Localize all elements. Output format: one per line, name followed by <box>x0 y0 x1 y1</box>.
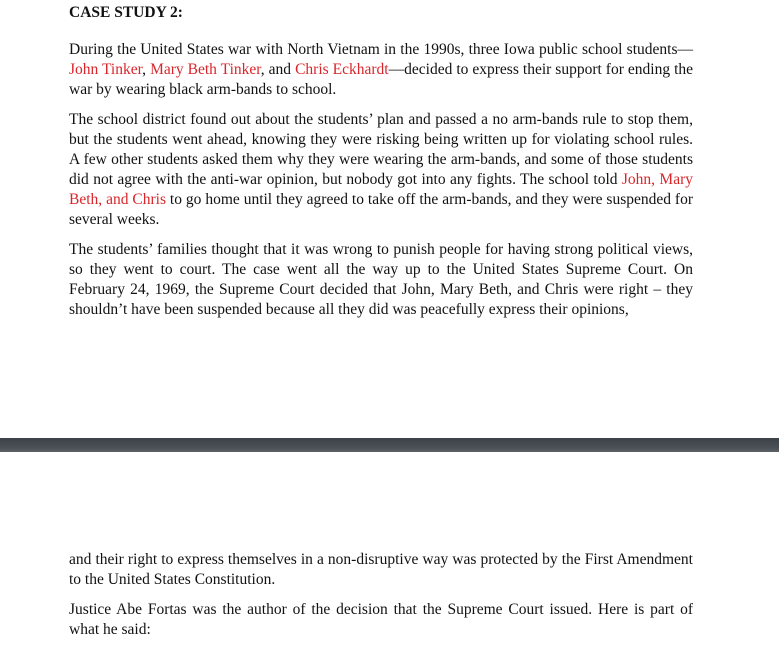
p2-text-1: The school district found out about the students’ plan and passed a no arm-bands rule to stop them, but the students went ahead, knowing they were risking being written up for violating school rules. A few other students asked them why they were wearing the arm-bands, and some of those students did not agree with the anti-war opinion, but nobody got into any fights. The school told <box>69 111 693 188</box>
p3-text: The students’ families thought that it was wrong to punish people for having strong political views, so they went to court. The case went all the way up to the United States Supreme Court. On February 24, 1969, the Supreme Court decided that John, Mary Beth, and Chris were right – they shouldn’t have been suspended because all they did was peacefully express their opinions, <box>69 241 693 318</box>
p4-text: and their right to express themselves in a non-disruptive way was protected by the First Amendment to the United States Constitution. <box>69 551 693 588</box>
p1-text-4: —decided to express their support for ending the war by wearing black arm-bands to school. <box>69 61 694 98</box>
name-chris-eckhardt: Chris Eckhardt <box>295 61 389 78</box>
p1-text-2: , <box>142 61 151 78</box>
p1-text-3: , and <box>260 61 296 78</box>
names-students: John, Mary Beth, and Chris <box>69 171 694 208</box>
paragraph-5 <box>69 600 693 640</box>
name-john-tinker: John Tinker <box>69 61 143 78</box>
p5-text: Justice Abe Fortas was the author of the decision that the Supreme Court issued. Here is part of what he said: <box>69 601 693 638</box>
paragraph-2 <box>69 110 693 230</box>
paragraph-1 <box>69 40 693 100</box>
paragraph-4 <box>69 550 693 590</box>
p2-text-2: to go home until they agreed to take off the arm-bands, and they were suspended for several weeks. <box>69 191 693 228</box>
paragraph-3 <box>69 240 693 320</box>
document-page-2 <box>0 452 779 648</box>
page-separator <box>0 438 779 452</box>
section-heading: CASE STUDY 2: <box>69 4 183 21</box>
name-mary-beth-tinker: Mary Beth Tinker <box>150 61 261 78</box>
p1-text-1: During the United States war with North Vietnam in the 1990s, three Iowa public school students— <box>69 41 693 58</box>
